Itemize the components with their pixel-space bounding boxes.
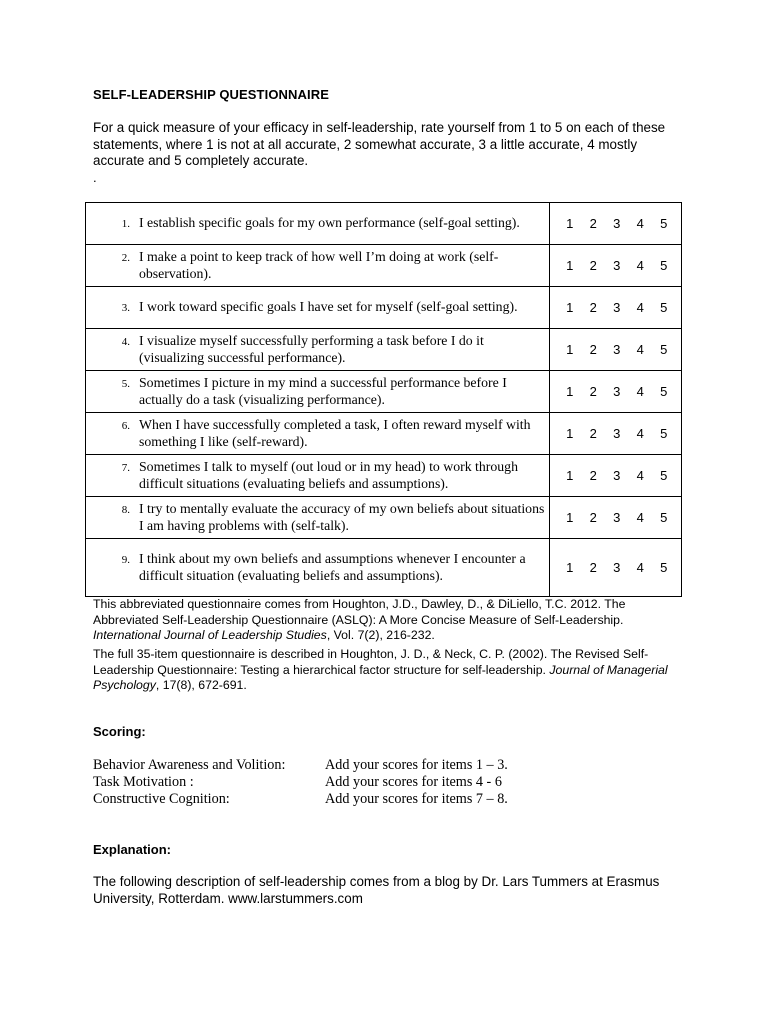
- item-number: 8.: [121, 504, 130, 516]
- item-statement: I think about my own beliefs and assumptions whenever I encounter a difficult situation (evaluating beliefs and assumptions).: [139, 551, 526, 583]
- rating-option-5[interactable]: 5: [660, 342, 668, 357]
- intro-paragraph: For a quick measure of your efficacy in self-leadership, rate yourself from 1 to 5 on each of these statements, where 1 is not at all accurate, 2 somewhat accurate, 3 a little accurate, 4 mostly accurate and 5 completely accurate.: [93, 120, 666, 168]
- rating-cell: [550, 287, 682, 329]
- scoring-value: Add your scores for items 4 - 6: [325, 774, 502, 790]
- questionnaire-row: [86, 413, 682, 455]
- rating-cell: [550, 455, 682, 497]
- rating-option-1[interactable]: 1: [566, 258, 574, 273]
- rating-option-4[interactable]: 4: [636, 300, 644, 315]
- rating-cell: [550, 245, 682, 287]
- questionnaire-row: [86, 245, 682, 287]
- rating-option-4[interactable]: 4: [636, 258, 644, 273]
- rating-option-1[interactable]: 1: [566, 426, 574, 441]
- item-statement: I work toward specific goals I have set for myself (self-goal setting).: [139, 298, 518, 314]
- reference-aslq: [93, 597, 693, 644]
- item-number: 7.: [121, 462, 130, 474]
- rating-option-3[interactable]: 3: [613, 342, 621, 357]
- rating-option-1[interactable]: 1: [566, 342, 574, 357]
- questionnaire-row: [86, 497, 682, 539]
- rating-option-4[interactable]: 4: [636, 560, 644, 575]
- rating-option-1[interactable]: 1: [566, 300, 574, 315]
- statement-cell: [86, 329, 550, 371]
- rating-option-5[interactable]: 5: [660, 384, 668, 399]
- rating-cell: [550, 413, 682, 455]
- rating-option-5[interactable]: 5: [660, 468, 668, 483]
- item-statement: I visualize myself successfully performing a task before I do it (visualizing successful performance).: [139, 333, 484, 365]
- rating-option-5[interactable]: 5: [660, 560, 668, 575]
- rating-option-4[interactable]: 4: [636, 342, 644, 357]
- rating-option-2[interactable]: 2: [589, 384, 597, 399]
- rating-cell: [550, 371, 682, 413]
- reference-rslq-journal: Journal of Managerial Psychology: [93, 662, 668, 693]
- rating-option-2[interactable]: 2: [589, 426, 597, 441]
- reference-aslq-journal: International Journal of Leadership Studies: [93, 628, 327, 643]
- reference-aslq-citation: , Vol. 7(2), 216-232.: [326, 628, 435, 643]
- questionnaire-row: [86, 329, 682, 371]
- rating-option-4[interactable]: 4: [636, 426, 644, 441]
- scoring-value: Add your scores for items 7 – 8.: [325, 791, 508, 807]
- rating-option-2[interactable]: 2: [589, 468, 597, 483]
- statement-cell: [86, 371, 550, 413]
- rating-option-2[interactable]: 2: [589, 258, 597, 273]
- questionnaire-row: [86, 539, 682, 597]
- rating-option-1[interactable]: 1: [566, 560, 574, 575]
- rating-option-4[interactable]: 4: [636, 468, 644, 483]
- questionnaire-table: [85, 202, 682, 597]
- rating-option-4[interactable]: 4: [636, 510, 644, 525]
- rating-option-5[interactable]: 5: [660, 510, 668, 525]
- reference-rslq-text: The full 35-item questionnaire is described in Houghton, J. D., & Neck, C. P. (2002). The Revised Self-Leadership Questionnaire: Testing a hierarchical factor structure for self-leadership.: [93, 647, 649, 677]
- item-statement: I make a point to keep track of how well I’m doing at work (self-observation).: [139, 249, 499, 281]
- reference-aslq-text: This abbreviated questionnaire comes from Houghton, J.D., Dawley, D., & DiLiello, T.C. 2012. The Abbreviated Self-Leadership Questionnaire (ASLQ): A More Concise Measure of Self-Leadership.: [93, 597, 626, 627]
- rating-option-3[interactable]: 3: [613, 510, 621, 525]
- statement-cell: [86, 287, 550, 329]
- questionnaire-row: [86, 371, 682, 413]
- reference-rslq: [93, 647, 693, 694]
- item-number: 3.: [121, 301, 130, 314]
- rating-option-2[interactable]: 2: [589, 300, 597, 315]
- rating-option-1[interactable]: 1: [566, 510, 574, 525]
- scoring-list: [93, 757, 508, 808]
- item-statement: I establish specific goals for my own performance (self-goal setting).: [139, 214, 520, 230]
- rating-option-5[interactable]: 5: [660, 426, 668, 441]
- item-statement: I try to mentally evaluate the accuracy of my own beliefs about situations I am having problems with (self-talk).: [139, 501, 545, 533]
- questionnaire-row: [86, 455, 682, 497]
- rating-cell: [550, 329, 682, 371]
- rating-option-1[interactable]: 1: [566, 468, 574, 483]
- page-title: SELF-LEADERSHIP QUESTIONNAIRE: [93, 87, 329, 102]
- rating-option-5[interactable]: 5: [660, 300, 668, 315]
- item-number: 5.: [121, 378, 130, 390]
- statement-cell: [86, 413, 550, 455]
- rating-option-3[interactable]: 3: [613, 300, 621, 315]
- rating-cell: [550, 203, 682, 245]
- rating-option-3[interactable]: 3: [613, 468, 621, 483]
- rating-option-4[interactable]: 4: [636, 384, 644, 399]
- scoring-value: Add your scores for items 1 – 3.: [325, 757, 508, 773]
- rating-cell: [550, 497, 682, 539]
- scoring-row: [93, 757, 508, 774]
- statement-cell: [86, 497, 550, 539]
- rating-option-2[interactable]: 2: [589, 216, 597, 231]
- scoring-label: Constructive Cognition:: [93, 791, 230, 807]
- statement-cell: [86, 245, 550, 287]
- explanation-heading: Explanation:: [93, 842, 172, 857]
- scoring-label: Behavior Awareness and Volition:: [93, 757, 286, 773]
- scoring-heading: Scoring:: [93, 724, 146, 739]
- rating-option-3[interactable]: 3: [613, 384, 621, 399]
- item-number: 6.: [121, 420, 130, 432]
- item-number: 9.: [121, 554, 130, 566]
- item-statement: Sometimes I picture in my mind a successful performance before I actually do a task (visualizing performance).: [139, 375, 507, 407]
- rating-option-2[interactable]: 2: [589, 560, 597, 575]
- item-statement: Sometimes I talk to myself (out loud or in my head) to work through difficult situations (evaluating beliefs and assumptions).: [139, 459, 518, 491]
- rating-option-1[interactable]: 1: [566, 384, 574, 399]
- rating-option-5[interactable]: 5: [660, 216, 668, 231]
- statement-cell: [86, 455, 550, 497]
- rating-option-2[interactable]: 2: [589, 342, 597, 357]
- scoring-row: [93, 791, 508, 808]
- rating-option-3[interactable]: 3: [613, 426, 621, 441]
- rating-option-4[interactable]: 4: [636, 216, 644, 231]
- item-number: 4.: [121, 336, 130, 348]
- questionnaire-row: [86, 203, 682, 245]
- questionnaire-row: [86, 287, 682, 329]
- scoring-row: [93, 774, 508, 791]
- rating-option-3[interactable]: 3: [613, 258, 621, 273]
- rating-option-2[interactable]: 2: [589, 510, 597, 525]
- explanation-paragraph: The following description of self-leadership comes from a blog by Dr. Lars Tummers at Erasmus University, Rotterdam. www.larstummers.com: [93, 874, 660, 906]
- rating-cell: [550, 539, 682, 597]
- item-number: 2.: [121, 252, 130, 264]
- item-statement: When I have successfully completed a task, I often reward myself with something I like (self-reward).: [139, 417, 531, 449]
- statement-cell: [86, 539, 550, 597]
- rating-option-1[interactable]: 1: [566, 216, 574, 231]
- statement-cell: [86, 203, 550, 245]
- item-number: 1.: [121, 217, 130, 230]
- rating-option-3[interactable]: 3: [613, 216, 621, 231]
- rating-option-5[interactable]: 5: [660, 258, 668, 273]
- rating-option-3[interactable]: 3: [613, 560, 621, 575]
- intro-dot: .: [93, 170, 97, 185]
- reference-rslq-citation: , 17(8), 672-691.: [155, 678, 247, 693]
- scoring-label: Task Motivation :: [93, 774, 194, 790]
